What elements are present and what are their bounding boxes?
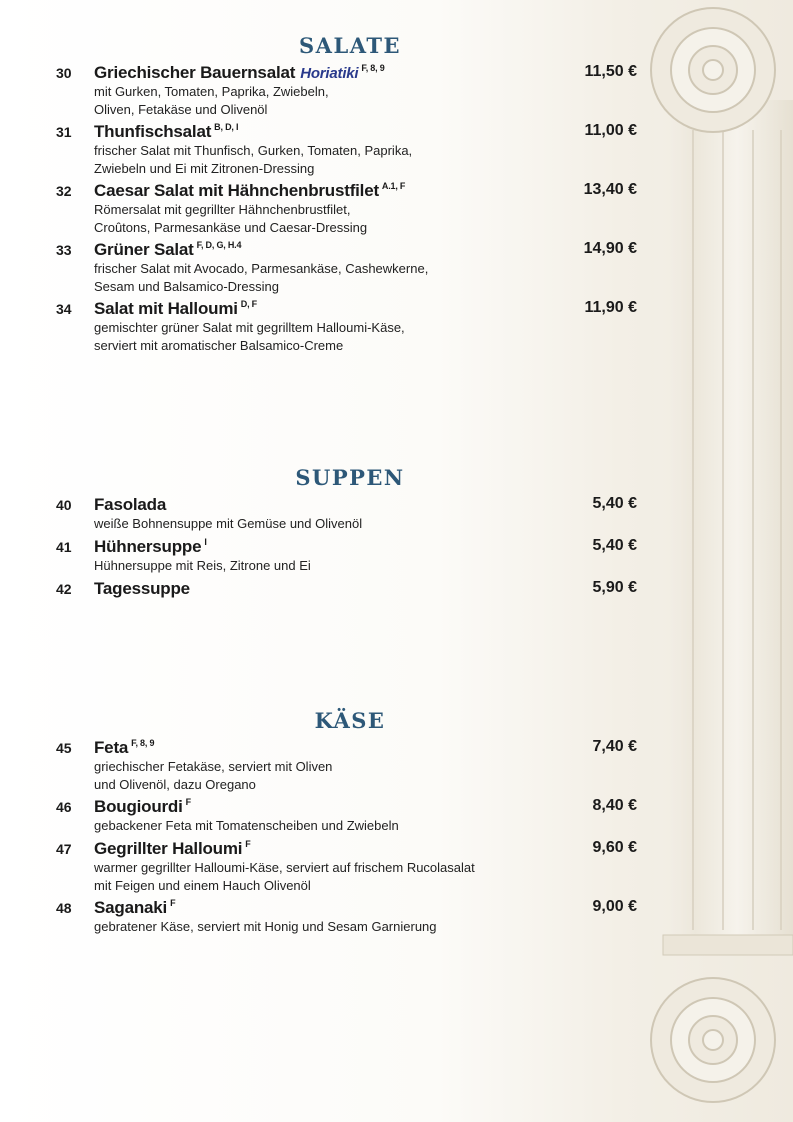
item-name: Thunfischsalat $^{B, D, I}$ [94,122,239,141]
item-allergens: F, 8, 9 [361,63,385,73]
item-number: 31 [56,124,72,140]
item-description: Hühnersuppe mit Reis, Zitrone und Ei [94,558,311,573]
item-name: Hühnersuppe $^I$ [94,537,207,556]
item-description: griechischer Fetakäse, serviert mit Oliven und Olivenöl, dazu Oregano [94,759,333,792]
item-name: Salat mit Halloumi $^{D, F}$ [94,299,257,318]
item-price: 11,00 € [584,122,637,139]
item-number: 34 [56,301,72,317]
item-price: 13,40 € [583,181,637,198]
item-name: Grüner Salat $^{F, D, G, H.4}$ [94,240,242,259]
item-name: Gegrillter Halloumi $^F$ [94,839,251,858]
item-price: 5,40 € [592,537,637,554]
item-allergens: F [245,839,251,849]
item-allergens: F [170,898,176,908]
item-allergens: D, F [240,299,257,309]
item-number: 45 [56,740,72,756]
pillar-decoration [623,0,793,1122]
item-description: frischer Salat mit Avocado, Parmesankäse, Cashewkerne, Sesam und Balsamico-Dressing [94,261,429,294]
item-number: 41 [56,539,72,555]
item-allergens: F, 8, 9 [131,738,155,748]
section-title-salate: SALATE [298,33,401,58]
section-title-kaese: KÄSE [314,708,386,733]
item-number: 46 [56,799,72,815]
item-price: 9,60 € [592,839,637,856]
item-description: frischer Salat mit Thunfisch, Gurken, Tomaten, Paprika, Zwiebeln und Ei mit Zitronen-Dressing [94,143,413,176]
item-number: 33 [56,242,72,258]
item-number: 42 [56,581,72,597]
item-allergens: A.1, F [381,181,406,191]
item-allergens: F, D, G, H.4 [196,240,242,250]
item-price: 7,40 € [592,738,637,755]
item-name: Tagessuppe [94,579,190,598]
section-title-suppen: SUPPEN [295,465,405,490]
item-name: Bougiourdi $^F$ [94,797,191,816]
item-description: weiße Bohnensuppe mit Gemüse und Olivenöl [94,516,363,531]
item-number: 47 [56,841,72,857]
item-name: Griechischer Bauernsalat Horiatiki $^{F, 8, 9}$ [94,63,385,82]
item-alt-name: Horiatiki [300,65,359,82]
item-allergens: I [204,537,207,547]
item-number: 40 [56,497,72,513]
item-price: 5,90 € [592,579,637,596]
item-description: mit Gurken, Tomaten, Paprika, Zwiebeln, Oliven, Fetakäse und Olivenöl [94,84,329,117]
item-allergens: B, D, I [214,122,239,132]
item-description: Römersalat mit gegrillter Hähnchenbrustfilet, Croûtons, Parmesankäse und Caesar-Dressing [94,202,368,235]
item-name: Fasolada [94,495,167,514]
item-description: gebratener Käse, serviert mit Honig und Sesam Garnierung [94,919,437,934]
item-price: 11,50 € [584,63,637,80]
item-price: 11,90 € [584,299,637,316]
item-price: 9,00 € [592,898,637,915]
item-name: Saganaki $^F$ [94,898,176,917]
item-number: 30 [56,65,72,81]
item-price: 8,40 € [592,797,637,814]
item-name: Caesar Salat mit Hähnchenbrustfilet $^{A.1, F}$ [94,181,406,200]
item-description: warmer gegrillter Halloumi-Käse, serviert auf frischem Rucolasalat mit Feigen und einem Hauch Olivenöl [94,860,475,893]
item-price: 14,90 € [583,240,637,257]
item-name: Feta $^{F, 8, 9}$ [94,738,155,757]
item-description: gebackener Feta mit Tomatenscheiben und Zwiebeln [94,818,399,833]
item-number: 32 [56,183,72,199]
item-allergens: F [185,797,191,807]
item-description: gemischter grüner Salat mit gegrilltem Halloumi-Käse, serviert mit aromatischer Balsamico-Creme [94,320,405,353]
item-price: 5,40 € [592,495,637,512]
item-number: 48 [56,900,72,916]
